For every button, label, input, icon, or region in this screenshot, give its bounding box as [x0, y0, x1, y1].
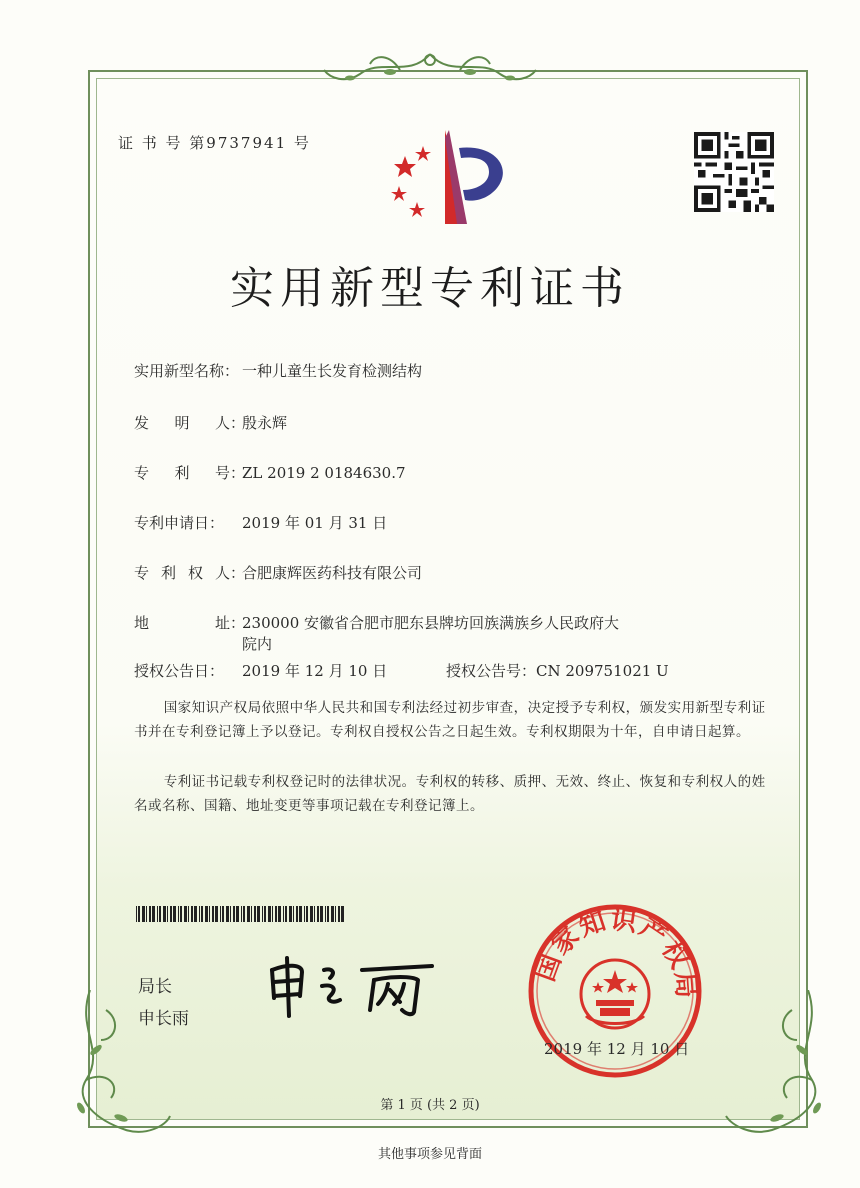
barcode-icon	[136, 906, 346, 922]
statement-paragraph: 专利证书记载专利权登记时的法律状况。专利权的转移、质押、无效、终止、恢复和专利权人的姓名或名称、国籍、地址变更等事项记载在专利登记簿上。	[134, 774, 766, 814]
field-label-colon: ：	[230, 614, 246, 632]
field-label-char: 发	[134, 414, 150, 432]
field-label-char: 专	[134, 564, 150, 582]
field-label-char: 地	[134, 614, 150, 632]
field-value: 一种儿童生长发育检测结构	[242, 362, 423, 380]
field-value: 殷永辉	[242, 414, 288, 432]
field-value: ZL 2019 2 0184630.7	[242, 464, 406, 482]
field-label-char: 利	[174, 464, 190, 482]
field-label: 专利申请日：	[134, 514, 225, 532]
official-title: 局长	[138, 977, 172, 997]
national-emblem-icon	[581, 960, 649, 1028]
field-label-char: 明	[174, 414, 190, 432]
field-label-char: 人	[214, 414, 230, 432]
field-label-char: 权	[187, 564, 203, 582]
page-number: 第 1 页 (共 2 页)	[380, 1098, 480, 1113]
field-grant-publication-number	[446, 660, 669, 681]
field-address-continuation: 院内	[242, 635, 273, 653]
field-value: 230000 安徽省合肥市肥东县牌坊回族满族乡人民政府大	[242, 614, 620, 632]
seal-date: 2019 年 12 月 10 日	[544, 1040, 690, 1058]
qr-code-icon	[694, 132, 774, 212]
field-value: 合肥康辉医药科技有限公司	[242, 564, 423, 582]
field-label: 实用新型名称：	[134, 362, 240, 380]
field-label-char: 号	[214, 464, 230, 482]
field-patentee	[134, 562, 422, 583]
field-filing-date	[134, 512, 387, 533]
field-label-colon: ：	[230, 464, 246, 482]
certificate-title: 实用新型专利证书	[230, 263, 630, 314]
top-ornament	[320, 48, 540, 92]
seal-text: 国家知识产权局	[530, 904, 701, 1001]
patent-office-logo-icon	[385, 128, 515, 228]
field-label-colon: ：	[230, 414, 246, 432]
field-label-char: 址	[214, 614, 230, 632]
certificate-number: 证 书 号 第9737941 号	[118, 134, 311, 152]
footer-note: 其他事项参见背面	[377, 1147, 482, 1162]
bottom-right-ornament	[712, 990, 832, 1140]
field-address	[134, 612, 619, 633]
field-value: 2019 年 01 月 31 日	[242, 514, 388, 532]
field-inventor	[134, 412, 287, 433]
field-label-colon: ：	[230, 564, 246, 582]
field-label-char: 利	[160, 564, 176, 582]
field-label-char: 专	[134, 464, 150, 482]
field-value: 2019 年 12 月 10 日	[242, 662, 388, 680]
field-value: CN 209751021 U	[536, 662, 669, 680]
field-label: 授权公告日：	[134, 662, 225, 680]
field-label: 授权公告号：	[446, 662, 537, 680]
field-utility-model-name	[134, 360, 422, 381]
statement-paragraph: 国家知识产权局依照中华人民共和国专利法经过初步审查，决定授予专利权，颁发实用新型专利证书并在专利登记簿上予以登记。专利权自授权公告之日起生效。专利权期限为十年，自申请日起算。	[134, 700, 766, 740]
field-grant-date	[134, 660, 387, 681]
official-name: 申长雨	[138, 1009, 189, 1029]
field-label-char: 人	[214, 564, 230, 582]
handwritten-signature	[262, 950, 452, 1020]
field-patent-number	[134, 462, 406, 483]
